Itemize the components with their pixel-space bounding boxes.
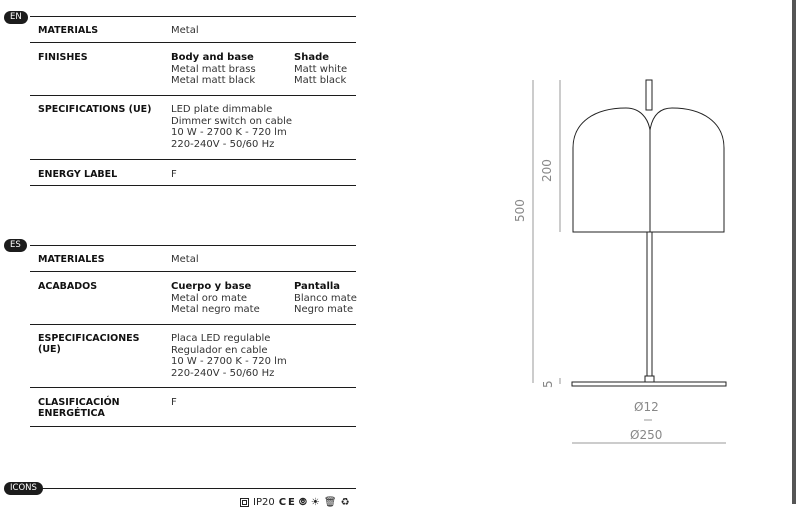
es-energy-label-line: ENERGÉTICA [38, 408, 105, 419]
lamp-stem-joint [645, 376, 654, 382]
es-energy-label-line: CLASIFICACIÓN [38, 397, 120, 408]
es-finish-body-line: Metal oro mate [171, 292, 248, 304]
es-finish-shade-line: Negro mate [294, 304, 354, 315]
en-finish-shade-line: Matt black [294, 75, 347, 86]
stem-diameter-label: Ø12 [634, 400, 659, 414]
ip-rating-text: IP20 [253, 496, 275, 508]
es-finish-body-line: Metal negro mate [171, 304, 260, 315]
ce-mark-icon: C E [278, 496, 295, 508]
en-spec-line: 220-240V - 50/60 Hz [171, 138, 275, 150]
lamp-shade-right [650, 108, 724, 232]
es-spec-line: 220-240V - 50/60 Hz [171, 367, 275, 379]
es-spec-line: Regulador en cable [171, 344, 268, 356]
en-finishes-label: FINISHES [38, 52, 88, 63]
en-spec-line: 10 W - 2700 K - 720 lm [171, 127, 287, 138]
shade-height-label: 200 [540, 159, 554, 182]
ukca-mark-icon: ⦾ [298, 496, 307, 508]
es-finishes-label: ACABADOS [38, 281, 98, 292]
es-materials-value: Metal [171, 254, 199, 265]
es-spec-line: 10 W - 2700 K - 720 lm [171, 356, 287, 367]
en-language-tag: EN [4, 11, 28, 24]
base-height-label: 5 [541, 380, 555, 388]
total-height-label: 500 [513, 199, 527, 222]
lamp-base-plate [572, 382, 726, 386]
rohs-icon: ♻ [340, 496, 350, 508]
en-energy-label: ENERGY LABEL [38, 169, 118, 180]
right-edge-bar [792, 0, 796, 504]
es-spec-line: Placa LED regulable [171, 333, 271, 344]
es-energy-value: F [171, 397, 177, 408]
es-language-tag: ES [4, 239, 27, 252]
es-finish-body-head: Cuerpo y base [171, 281, 252, 292]
en-energy-value: F [171, 169, 177, 180]
icons-section-tag: ICONS [4, 482, 43, 495]
es-spec-label-line: ESPECIFICACIONES [38, 333, 140, 344]
es-finish-shade-head: Pantalla [294, 281, 341, 292]
es-spec-label-line: (UE) [38, 344, 61, 355]
en-finish-body-line: Metal matt black [171, 75, 256, 86]
en-finish-shade-head: Shade [294, 52, 330, 63]
lamp-finial [646, 80, 652, 110]
en-finish-body-line: Metal matt brass [171, 63, 256, 75]
weee-bin-icon: 🗑 [323, 496, 337, 508]
dimmable-icon: ☀ [310, 496, 320, 508]
en-materials-label: MATERIALS [38, 25, 99, 36]
en-spec-line: Dimmer switch on cable [171, 115, 293, 127]
base-diameter-label: Ø250 [630, 428, 663, 442]
en-finish-shade-line: Matt white [294, 63, 348, 75]
es-finish-shade-line: Blanco mate [294, 292, 357, 304]
en-materials-value: Metal [171, 25, 199, 36]
lamp-shade-left [573, 108, 650, 232]
en-spec-label: SPECIFICATIONS (UE) [38, 104, 152, 115]
es-materials-label: MATERIALES [38, 254, 105, 265]
en-spec-line: LED plate dimmable [171, 104, 273, 115]
lamp-stem [647, 232, 652, 376]
en-finish-body-head: Body and base [171, 52, 254, 63]
